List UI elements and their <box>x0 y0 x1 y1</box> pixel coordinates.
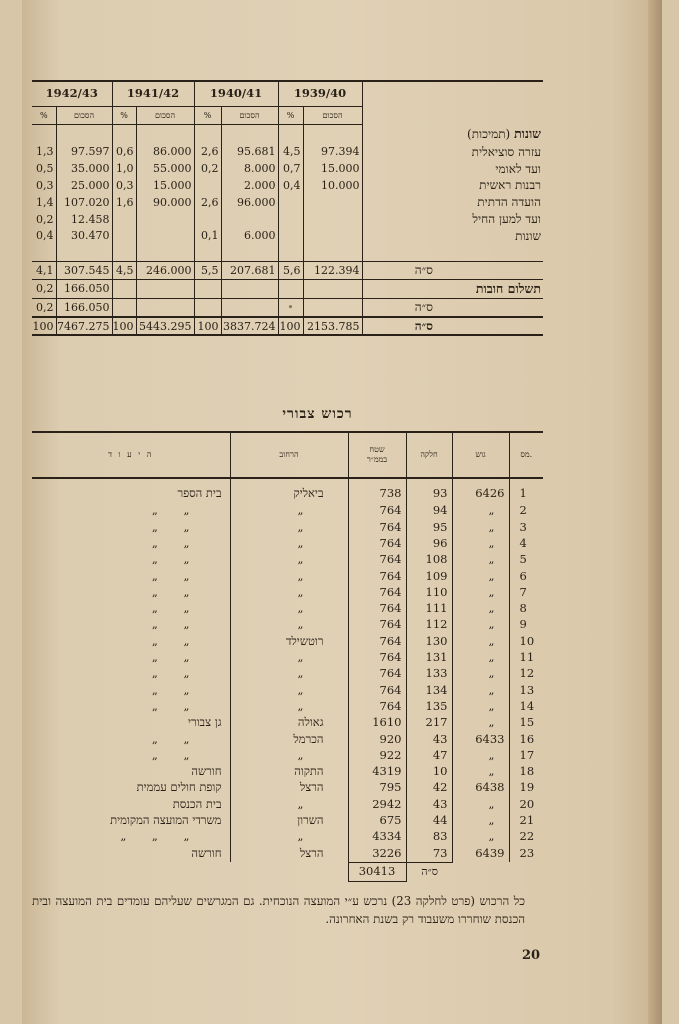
street-cell: התקוה <box>230 764 348 780</box>
street-cell: „ <box>230 519 348 535</box>
area-cell: 764 <box>348 584 406 600</box>
street-cell: „ <box>230 503 348 519</box>
purpose-cell: „ „ <box>151 519 190 534</box>
area-cell: 764 <box>348 601 406 617</box>
pct-cell: 2,6 <box>194 144 221 161</box>
gush-cell: „ <box>452 699 509 715</box>
sum-cell: 35.000 <box>56 160 112 177</box>
pct-cell <box>194 211 221 228</box>
property-row <box>32 796 543 812</box>
purpose-header: ה י ע ו ד <box>32 432 230 478</box>
area-cell: 795 <box>348 780 406 796</box>
street-cell: „ <box>230 829 348 845</box>
property-row <box>32 519 543 535</box>
no-cell: 17 <box>509 747 543 763</box>
helka-cell: 94 <box>406 503 452 519</box>
helka-cell: 217 <box>406 715 452 731</box>
sum-header: הסכום <box>56 107 112 125</box>
gush-cell: „ <box>452 536 509 552</box>
sum-cell: 55.000 <box>136 160 194 177</box>
area-cell: 764 <box>348 568 406 584</box>
pct-cell <box>112 211 136 228</box>
purpose-cell: „ „ <box>151 568 190 583</box>
helka-cell: 93 <box>406 478 452 503</box>
row-label: הועדה הדתית <box>362 194 543 211</box>
purpose-cell: משרדי המועצה המקומית <box>110 813 222 828</box>
no-cell: 2 <box>509 503 543 519</box>
purpose-cell: גן צבורי <box>187 715 222 730</box>
sum-cell: 86.000 <box>136 144 194 161</box>
helka-cell: 10 <box>406 764 452 780</box>
gush-cell: „ <box>452 601 509 617</box>
property-row <box>32 584 543 600</box>
footnote: כל הרכוש (פרט לחלקה 23) נרכש ע״י המועצה הנוכחית. גם המגרשים שעליהם עומדים בית המועצה ובית הכנסת שוחררו משעבוד רק בשנת האחרונה. <box>32 894 525 926</box>
no-cell: 13 <box>509 682 543 698</box>
budget-row <box>32 194 543 211</box>
gush-cell: „ <box>452 552 509 568</box>
gush-cell: „ <box>452 568 509 584</box>
column-header-row <box>32 107 543 125</box>
label-header <box>362 81 543 107</box>
sum-cell <box>221 211 278 228</box>
purpose-cell: „ „ <box>151 552 190 567</box>
pct-header: % <box>194 107 221 125</box>
pct-cell: 0,3 <box>36 178 54 192</box>
no-cell: 22 <box>509 829 543 845</box>
row-label: רבנות ראשית <box>362 177 543 194</box>
purpose-cell: „ „ <box>151 747 190 762</box>
area-cell: 764 <box>348 666 406 682</box>
property-header-row <box>32 432 543 478</box>
gush-cell: 6438 <box>452 780 509 796</box>
no-cell: 10 <box>509 633 543 649</box>
area-cell: 738 <box>348 478 406 503</box>
subtotal-row: 0,2 166.050 • ס״ה <box>32 298 543 316</box>
purpose-cell: חורשה <box>191 845 222 860</box>
section-title: רכוש צבורי <box>282 406 353 422</box>
no-cell: 18 <box>509 764 543 780</box>
property-table <box>32 431 543 882</box>
helka-cell: 83 <box>406 829 452 845</box>
sum-cell: 2.000 <box>221 177 278 194</box>
pct-cell: 0,4 <box>36 229 54 243</box>
gush-cell: „ <box>452 584 509 600</box>
year-header: 1940/41 <box>194 81 278 107</box>
area-cell: 764 <box>348 617 406 633</box>
street-cell: הרצל <box>230 780 348 796</box>
property-row <box>32 552 543 568</box>
area-cell: 764 <box>348 536 406 552</box>
budget-row <box>32 160 543 177</box>
pct-cell: 0,4 <box>278 177 303 194</box>
street-cell: „ <box>230 747 348 763</box>
pct-cell <box>194 177 221 194</box>
area-cell: 1610 <box>348 715 406 731</box>
property-row <box>32 764 543 780</box>
year-header: 1939/40 <box>278 81 362 107</box>
gush-cell: „ <box>452 633 509 649</box>
gush-cell: „ <box>452 650 509 666</box>
property-row <box>32 731 543 747</box>
purpose-cell: „ „ <box>151 650 190 665</box>
helka-cell: 95 <box>406 519 452 535</box>
helka-cell: 109 <box>406 568 452 584</box>
sum-cell <box>303 211 362 228</box>
purpose-cell: „ „ <box>151 535 190 550</box>
gush-cell: „ <box>452 747 509 763</box>
purpose-cell: בית הספר <box>177 486 222 501</box>
gush-cell: „ <box>452 617 509 633</box>
gush-cell: „ <box>452 764 509 780</box>
area-cell: 764 <box>348 552 406 568</box>
sum-cell <box>136 211 194 228</box>
helka-cell: 42 <box>406 780 452 796</box>
area-cell: 764 <box>348 519 406 535</box>
property-row <box>32 536 543 552</box>
sum-cell: 30.470 <box>56 227 112 244</box>
year-header-row <box>32 81 543 107</box>
property-row <box>32 650 543 666</box>
row-label: שונות <box>362 227 543 244</box>
helka-cell: 96 <box>406 536 452 552</box>
area-cell: 920 <box>348 731 406 747</box>
no-cell: 21 <box>509 813 543 829</box>
budget-row <box>32 177 543 194</box>
subtotal-row: 4,1 307.545 4,5 246.000 5,5 207.681 5,6 122.394 ס״ה <box>32 262 543 280</box>
purpose-cell: „ „ <box>151 682 190 697</box>
no-cell: 23 <box>509 845 543 862</box>
property-row <box>32 503 543 519</box>
pct-cell: 1,6 <box>112 194 136 211</box>
area-cell: 675 <box>348 813 406 829</box>
purpose-cell: „ „ <box>151 601 190 616</box>
helka-cell: 130 <box>406 633 452 649</box>
sum-header: הסכום <box>303 107 362 125</box>
purpose-cell: „ „ <box>151 584 190 599</box>
page-edge <box>648 0 662 1024</box>
purpose-cell: קופת חולים עממית <box>136 780 222 795</box>
area-cell: 764 <box>348 503 406 519</box>
street-cell: רוטשילד <box>230 633 348 649</box>
helka-cell: 111 <box>406 601 452 617</box>
helka-cell: 110 <box>406 584 452 600</box>
area-cell: 4334 <box>348 829 406 845</box>
gush-header: גוש <box>452 432 509 478</box>
street-cell: „ <box>230 601 348 617</box>
helka-cell: 44 <box>406 813 452 829</box>
section-heading: שונות (תמיכות) <box>362 125 543 144</box>
no-header: מס. <box>509 432 543 478</box>
street-cell: „ <box>230 666 348 682</box>
purpose-cell: „ „ „ <box>120 829 190 844</box>
area-cell: 2942 <box>348 796 406 812</box>
no-cell: 7 <box>509 584 543 600</box>
total-label: ס״ה <box>406 862 452 881</box>
area-cell: 764 <box>348 682 406 698</box>
helka-header: חלקה <box>406 432 452 478</box>
sum-header: הסכום <box>221 107 278 125</box>
helka-cell: 73 <box>406 845 452 862</box>
gush-cell: 6433 <box>452 731 509 747</box>
pct-header: % <box>32 107 56 125</box>
street-header: הרחוב <box>230 432 348 478</box>
sum-cell: 6.000 <box>221 227 278 244</box>
property-row <box>32 666 543 682</box>
budget-row <box>32 227 543 244</box>
property-row <box>32 478 543 503</box>
property-row <box>32 780 543 796</box>
gush-cell: „ <box>452 813 509 829</box>
pct-cell: 1,4 <box>36 195 54 209</box>
pct-cell: 0,6 <box>112 144 136 161</box>
no-cell: 8 <box>509 601 543 617</box>
area-cell: 764 <box>348 633 406 649</box>
page-number: 20 <box>522 948 541 963</box>
purpose-cell: „ „ <box>151 731 190 746</box>
sum-cell: 96.000 <box>221 194 278 211</box>
street-cell: „ <box>230 584 348 600</box>
street-cell: „ <box>230 796 348 812</box>
helka-cell: 135 <box>406 699 452 715</box>
pct-cell: 0,2 <box>194 160 221 177</box>
property-row <box>32 633 543 649</box>
pct-cell <box>278 194 303 211</box>
street-cell: גאולה <box>230 715 348 731</box>
helka-cell: 133 <box>406 666 452 682</box>
no-cell: 1 <box>509 478 543 503</box>
street-cell: „ <box>230 568 348 584</box>
street-cell: „ <box>230 536 348 552</box>
property-row <box>32 813 543 829</box>
no-cell: 11 <box>509 650 543 666</box>
helka-cell: 108 <box>406 552 452 568</box>
pct-cell: 0,5 <box>36 162 54 176</box>
area-cell: 764 <box>348 650 406 666</box>
area-cell: 3226 <box>348 845 406 862</box>
gush-cell: „ <box>452 503 509 519</box>
pct-cell: 0,7 <box>278 160 303 177</box>
year-header: 1941/42 <box>112 81 194 107</box>
pct-cell: 2,6 <box>194 194 221 211</box>
gush-cell: „ <box>452 519 509 535</box>
helka-cell: 112 <box>406 617 452 633</box>
sum-cell: 95.681 <box>221 144 278 161</box>
gush-cell: „ <box>452 829 509 845</box>
row-label: ועד לאומי <box>362 160 543 177</box>
purpose-cell: „ „ <box>151 666 190 681</box>
purpose-cell: „ „ <box>151 617 190 632</box>
helka-cell: 43 <box>406 796 452 812</box>
row-label: ועד למען החיל <box>362 211 543 228</box>
no-cell: 4 <box>509 536 543 552</box>
no-cell: 19 <box>509 780 543 796</box>
helka-cell: 47 <box>406 747 452 763</box>
gush-cell: „ <box>452 666 509 682</box>
helka-cell: 131 <box>406 650 452 666</box>
sum-cell: 97.597 <box>56 144 112 161</box>
no-cell: 12 <box>509 666 543 682</box>
area-cell: 922 <box>348 747 406 763</box>
budget-row <box>32 144 543 161</box>
pct-cell: 0,1 <box>194 227 221 244</box>
purpose-cell: „ „ <box>151 633 190 648</box>
sum-cell: 90.000 <box>136 194 194 211</box>
property-row <box>32 829 543 845</box>
gush-cell: „ <box>452 682 509 698</box>
property-row <box>32 747 543 763</box>
budget-row <box>32 211 543 228</box>
area-header: שטח בממ״ר <box>348 432 406 478</box>
purpose-cell: „ „ <box>151 503 190 518</box>
sum-cell: 25.000 <box>56 177 112 194</box>
street-cell: ביאליק <box>230 478 348 503</box>
sum-cell: 97.394 <box>303 144 362 161</box>
pct-cell: 0,3 <box>112 177 136 194</box>
pct-cell: 4,5 <box>278 144 303 161</box>
no-cell: 15 <box>509 715 543 731</box>
property-row <box>32 682 543 698</box>
street-cell: „ <box>230 699 348 715</box>
no-cell: 20 <box>509 796 543 812</box>
spacer-row <box>32 244 543 261</box>
area-cell: 4319 <box>348 764 406 780</box>
pct-cell <box>112 227 136 244</box>
pct-cell: 1,3 <box>36 145 54 159</box>
helka-cell: 134 <box>406 682 452 698</box>
street-cell: הרצל <box>230 845 348 862</box>
area-cell: 764 <box>348 699 406 715</box>
sum-cell <box>136 227 194 244</box>
pct-cell <box>278 227 303 244</box>
property-row <box>32 601 543 617</box>
pct-cell <box>278 211 303 228</box>
gush-cell: „ <box>452 796 509 812</box>
street-cell: השרון <box>230 813 348 829</box>
purpose-cell: בית הכנסת <box>172 796 222 811</box>
gush-cell: 6439 <box>452 845 509 862</box>
street-cell: הכרמל <box>230 731 348 747</box>
pct-header: % <box>278 107 303 125</box>
sum-cell: 15.000 <box>303 160 362 177</box>
row-label: עזרה סוציאלית <box>362 144 543 161</box>
street-cell: „ <box>230 552 348 568</box>
sum-cell: 8.000 <box>221 160 278 177</box>
property-row <box>32 699 543 715</box>
sum-cell <box>303 194 362 211</box>
no-cell: 16 <box>509 731 543 747</box>
street-cell: „ <box>230 682 348 698</box>
street-cell: „ <box>230 650 348 666</box>
budget-table <box>32 80 543 336</box>
total-area: 30413 <box>348 862 406 881</box>
gush-cell: 6426 <box>452 478 509 503</box>
purpose-cell: חורשה <box>191 764 222 779</box>
pct-header: % <box>112 107 136 125</box>
grand-total-row: 100 7467.275 100 5443.295 100 3837.724 100 2153.785 ס״ה <box>32 317 543 336</box>
property-row <box>32 568 543 584</box>
sum-cell: 15.000 <box>136 177 194 194</box>
property-row <box>32 715 543 731</box>
no-cell: 14 <box>509 699 543 715</box>
sum-cell: 10.000 <box>303 177 362 194</box>
gush-cell: „ <box>452 715 509 731</box>
pct-cell: 0,2 <box>36 212 54 226</box>
section-heading: תשלום חובות <box>362 279 543 298</box>
helka-cell: 43 <box>406 731 452 747</box>
sum-cell: 12.458 <box>56 211 112 228</box>
year-header: 1942/43 <box>32 81 112 107</box>
street-cell: „ <box>230 617 348 633</box>
section-heading-row: 0,2 166.050 תשלום חובות <box>32 279 543 298</box>
no-cell: 9 <box>509 617 543 633</box>
property-row <box>32 845 543 862</box>
property-total-row <box>32 862 543 881</box>
purpose-cell: „ „ <box>151 698 190 713</box>
sum-cell: 107.020 <box>56 194 112 211</box>
no-cell: 3 <box>509 519 543 535</box>
no-cell: 6 <box>509 568 543 584</box>
sum-cell <box>303 227 362 244</box>
section-heading-row <box>32 125 543 144</box>
no-cell: 5 <box>509 552 543 568</box>
pct-cell: 1,0 <box>112 160 136 177</box>
sum-header: הסכום <box>136 107 194 125</box>
property-row <box>32 617 543 633</box>
